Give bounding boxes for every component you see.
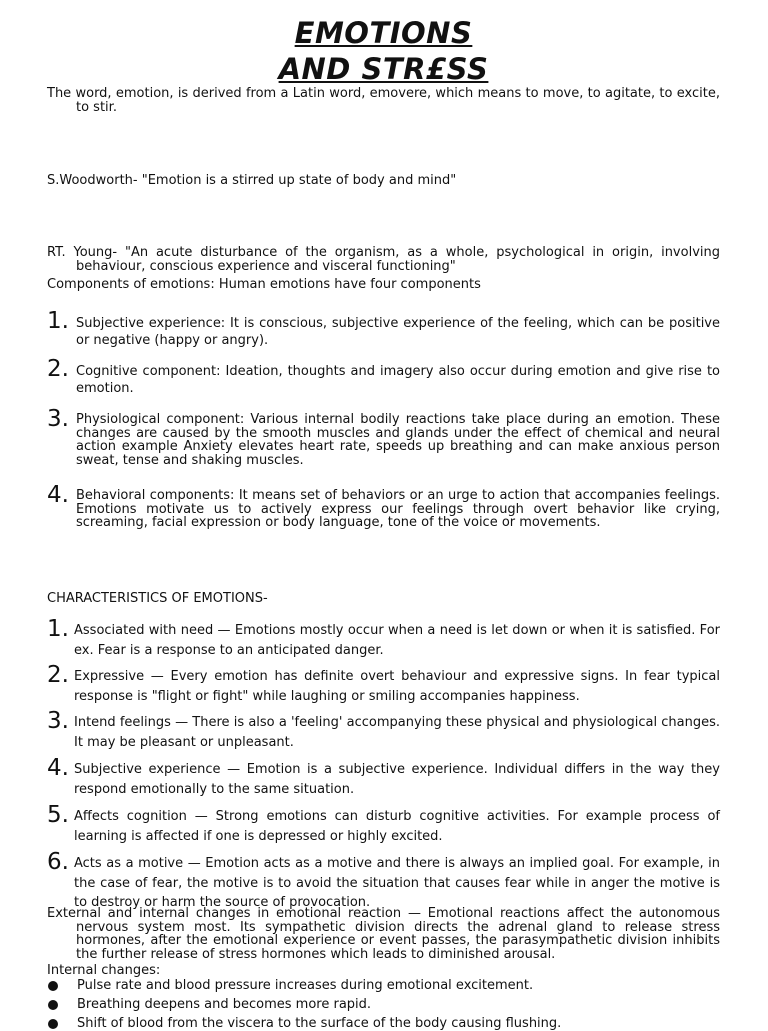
characteristic-item-4: [47, 755, 720, 799]
internal-change-item-2: [47, 997, 720, 1012]
characteristic-text: Expressive — Every emotion has definite overt behaviour and expressive signs. In fear typical response is "flight or fight" while laughing or smiling accompanies happiness.: [74, 669, 720, 704]
characteristic-number: 6.: [47, 849, 69, 875]
component-number: 1.: [47, 308, 69, 334]
characteristic-item-3: [47, 708, 720, 752]
component-number: 3.: [47, 406, 69, 432]
bullet-icon: [48, 1000, 58, 1010]
internal-change-item-1: [47, 978, 720, 993]
characteristic-number: 4.: [47, 755, 69, 781]
internal-change-text: Shift of blood from the viscera to the surface of the body causing flushing.: [77, 1016, 562, 1031]
component-text: Cognitive component: Ideation, thoughts and imagery also occur during emotion and give rise to emotion.: [76, 364, 720, 396]
characteristic-number: 1.: [47, 616, 69, 642]
components-heading: Components of emotions: Human emotions have four components: [47, 277, 481, 292]
component-text: Physiological component: Various internal bodily reactions take place during an emotion. These changes are caused by the smooth muscles and glands under the effect of chemical and neural action example Anxiety elevates heart rate, speeds up breathing and can make anxious person sweat, tense and shaking muscles.: [76, 412, 720, 468]
characteristic-item-5: [47, 802, 720, 846]
intro-paragraph: The word, emotion, is derived from a Latin word, emovere, which means to move, to agitate, to excite, to stir.: [47, 86, 720, 115]
component-item-3: [47, 406, 720, 468]
characteristic-text: Acts as a motive — Emotion acts as a motive and there is always an implied goal. For example, in the case of fear, the motive is to avoid the situation that causes fear while in anger the motive is to destroy or harm the source of provocation.: [74, 856, 720, 910]
component-number: 2.: [47, 356, 69, 382]
internal-change-text: Breathing deepens and becomes more rapid.: [77, 997, 372, 1012]
characteristic-number: 2.: [47, 662, 69, 688]
bullet-icon: [48, 1019, 58, 1029]
bullet-icon: [48, 981, 58, 991]
characteristics-heading: CHARACTERISTICS OF EMOTIONS-: [47, 591, 268, 606]
characteristic-item-2: [47, 662, 720, 706]
characteristic-text: Affects cognition — Strong emotions can disturb cognitive activities. For example process of learning is affected if one is depressed or highly excited.: [74, 809, 720, 844]
component-item-2: [47, 356, 720, 397]
title-line-1: EMOTIONS: [294, 16, 473, 50]
woodworth-definition: S.Woodworth- "Emotion is a stirred up state of body and mind": [47, 173, 457, 188]
component-number: 4.: [47, 482, 69, 508]
internal-changes-heading: Internal changes:: [47, 963, 161, 978]
characteristic-number: 5.: [47, 802, 69, 828]
component-text: Subjective experience: It is conscious, subjective experience of the feeling, which can be positive or negative (happy or angry).: [76, 316, 720, 348]
component-text: Behavioral components: It means set of behaviors or an urge to action that accompanies feelings. Emotions motivate us to actively express our feelings through overt behavior like crying, screaming, facial expression or body language, tone of the voice or movements.: [76, 488, 720, 530]
external-internal-paragraph: External and internal changes in emotional reaction — Emotional reactions affect the autonomous nervous system most. Its sympathetic division directs the adrenal gland to release stress hormones, after the emotional experience or event passes, the parasympathetic division inhibits the further release of stress hormones which leads to diminished arousal.: [47, 906, 720, 962]
characteristic-text: Associated with need — Emotions mostly occur when a need is let down or when it is satisfied. For ex. Fear is a response to an anticipated danger.: [74, 623, 720, 658]
internal-change-text: Pulse rate and blood pressure increases during emotional excitement.: [77, 978, 534, 993]
characteristic-text: Intend feelings — There is also a 'feeling' accompanying these physical and physiological changes. It may be pleasant or unpleasant.: [74, 715, 720, 750]
characteristic-number: 3.: [47, 708, 69, 734]
component-item-1: [47, 308, 720, 349]
characteristic-item-1: [47, 616, 720, 660]
component-item-4: [47, 482, 720, 530]
characteristic-item-6: [47, 849, 720, 913]
characteristic-text: Subjective experience — Emotion is a subjective experience. Individual differs in the way they respond emotionally to the same situation.: [74, 762, 720, 797]
young-definition: RT. Young- "An acute disturbance of the organism, as a whole, psychological in origin, involving behaviour, conscious experience and visceral functioning": [47, 245, 720, 274]
title-line-2: AND STR£SS: [278, 52, 489, 86]
